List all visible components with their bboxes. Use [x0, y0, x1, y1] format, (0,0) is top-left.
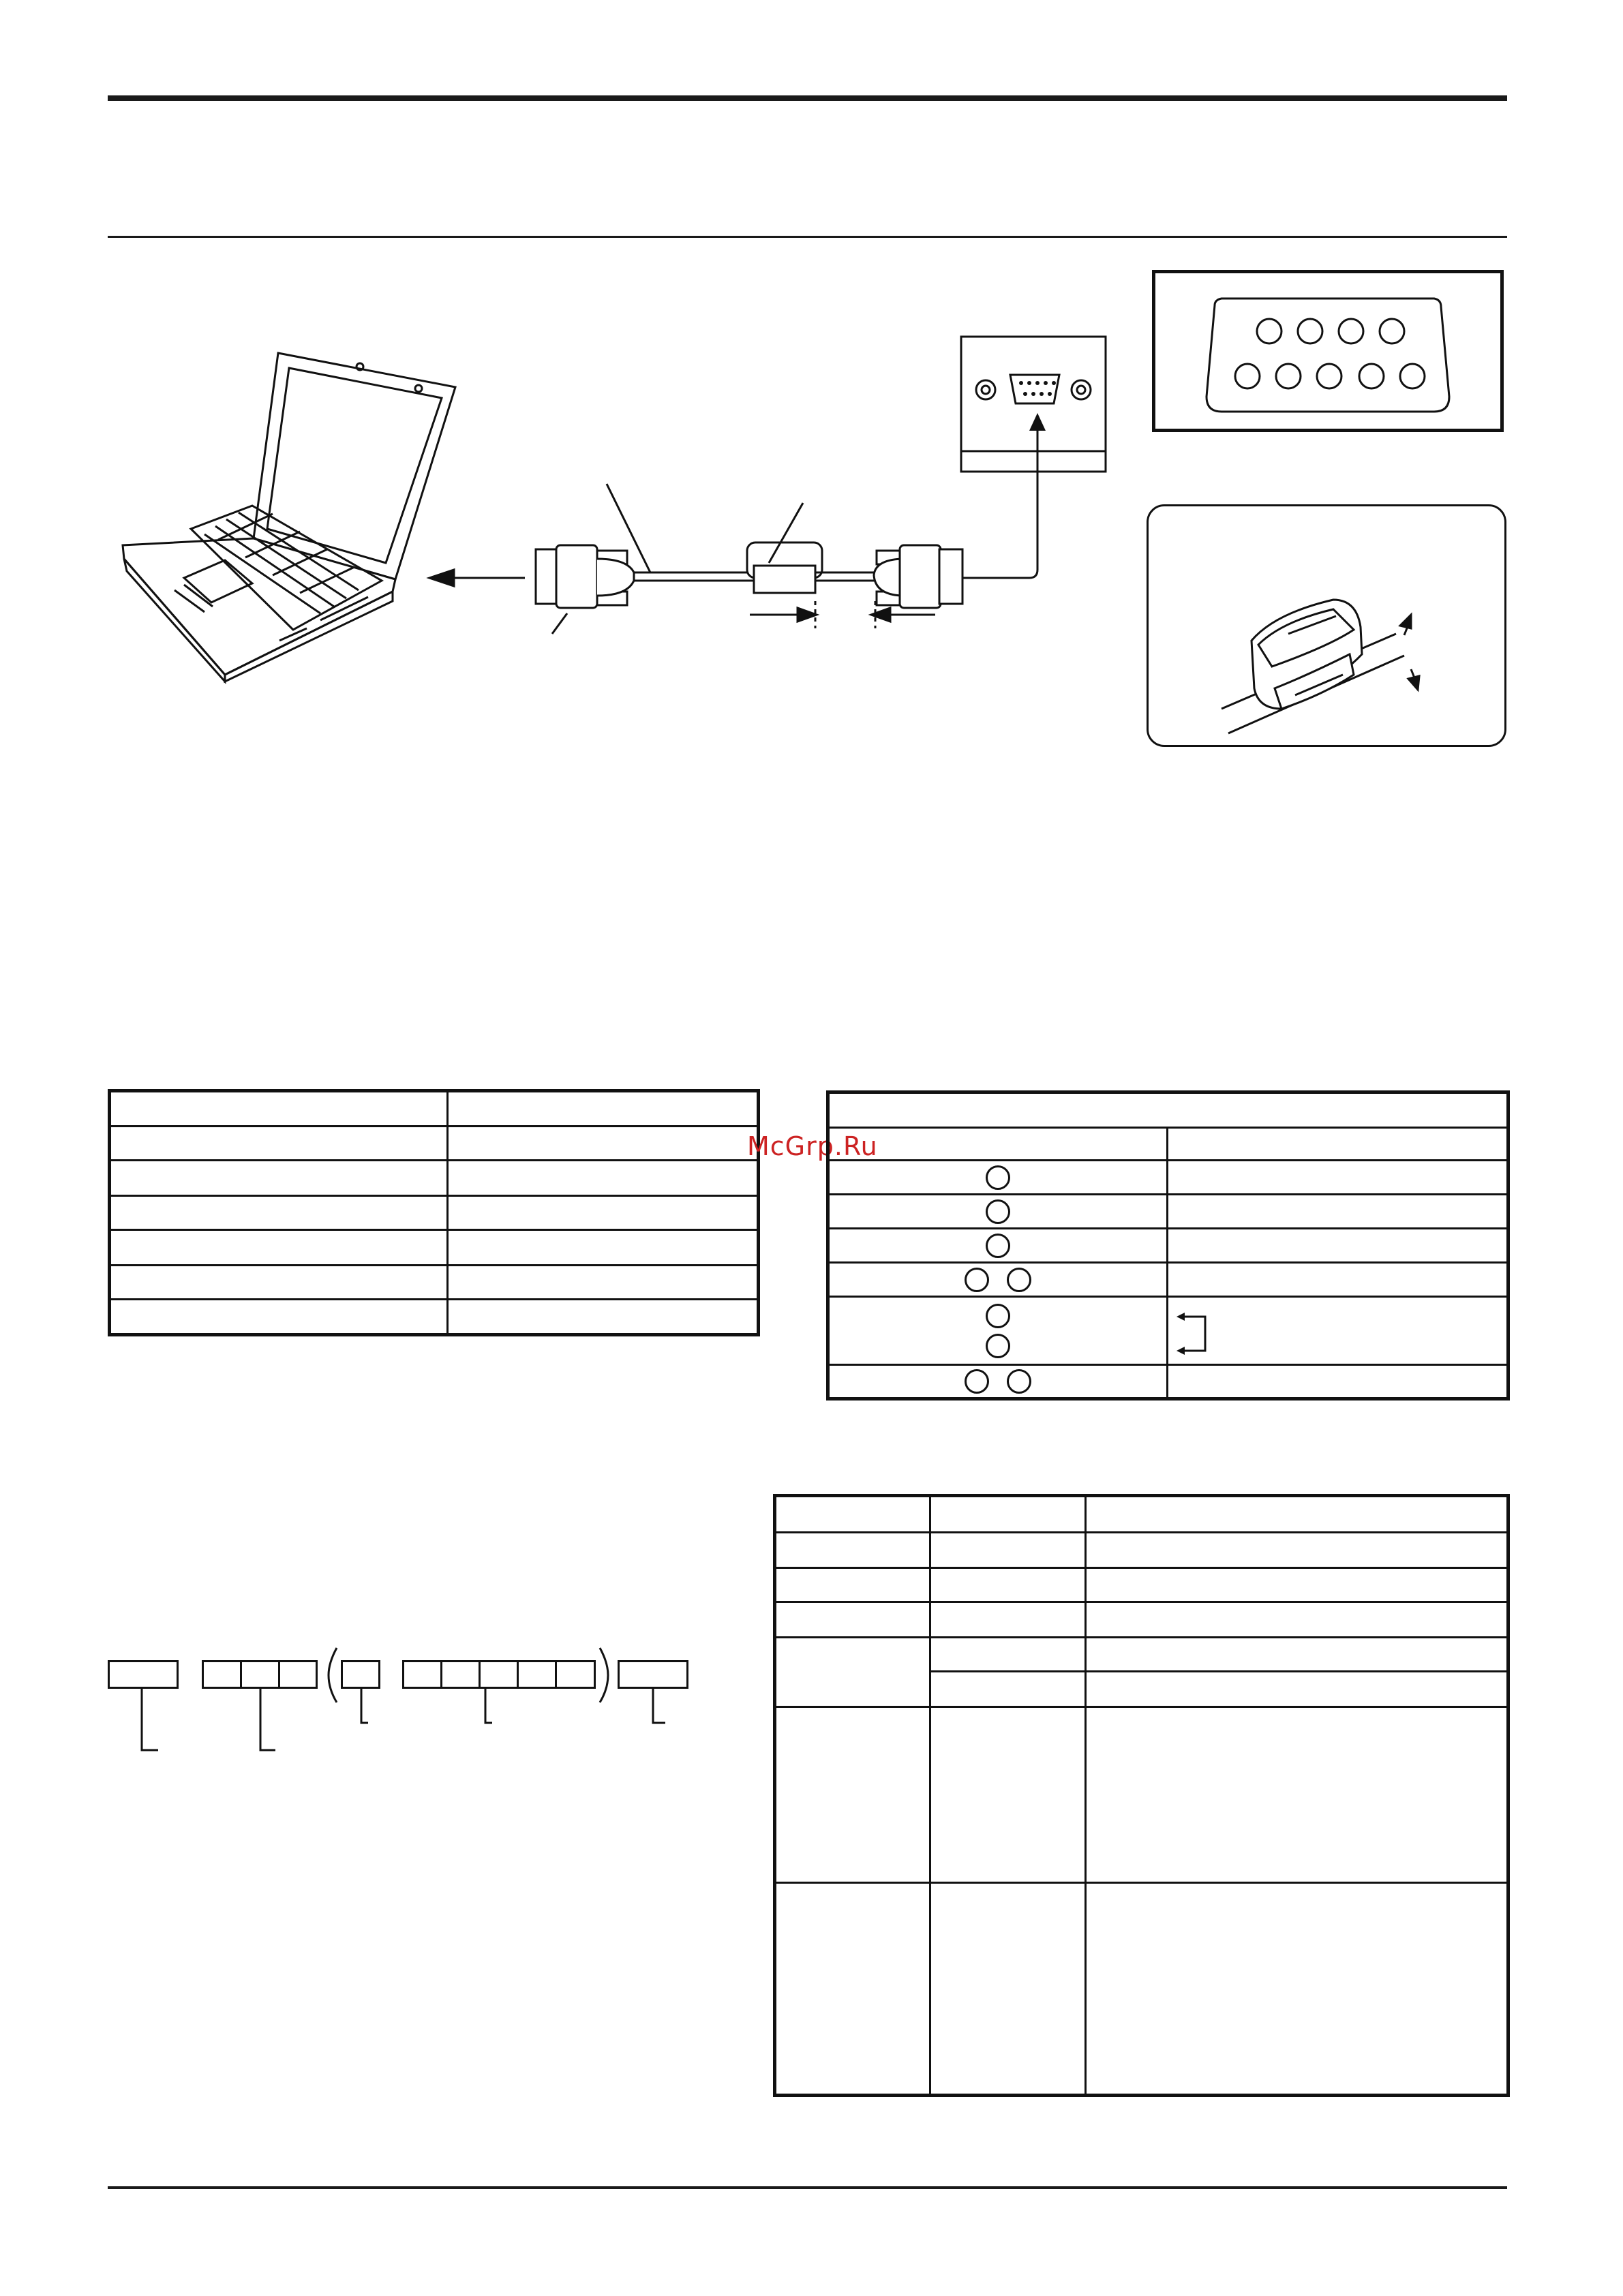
- table-cell: [930, 1672, 1086, 1707]
- footer-rule: [108, 2186, 1507, 2189]
- table-cell: [775, 1568, 930, 1602]
- table-cell: [1086, 1568, 1508, 1602]
- table-cell: [930, 1707, 1086, 1883]
- table-cell: [1086, 1602, 1508, 1638]
- command-list-table: [773, 1494, 1510, 2097]
- table-cell: [775, 1707, 930, 1883]
- table-cell: [775, 1533, 930, 1568]
- table-cell: [1086, 1496, 1508, 1533]
- watermark: McGrp.Ru: [747, 1131, 878, 1161]
- table-cell: [930, 1496, 1086, 1533]
- table-cell: [775, 1496, 930, 1533]
- table-cell: [1086, 1672, 1508, 1707]
- table-cell: [930, 1602, 1086, 1638]
- table-cell: [775, 1638, 930, 1707]
- table-cell: [930, 1533, 1086, 1568]
- table-cell: [930, 1568, 1086, 1602]
- table-cell: [930, 1638, 1086, 1672]
- table-cell: [930, 1883, 1086, 2096]
- table-cell: [1086, 1638, 1508, 1672]
- table-cell: [1086, 1533, 1508, 1568]
- table-cell: [775, 1883, 930, 2096]
- table-cell: [1086, 1707, 1508, 1883]
- table-cell: [775, 1602, 930, 1638]
- table-cell: [1086, 1883, 1508, 2096]
